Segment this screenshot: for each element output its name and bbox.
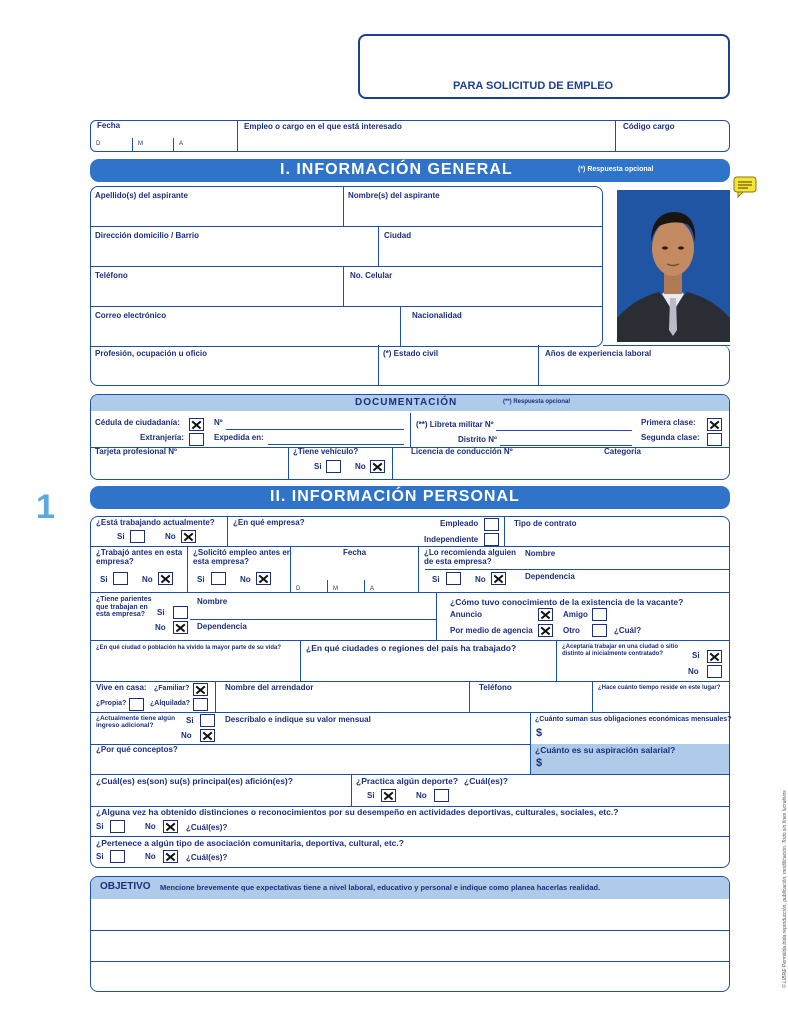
ciudades-trabajado-label: ¿En qué ciudades o regiones del país ha trabajado? bbox=[306, 643, 517, 653]
amigo-label: Amigo bbox=[563, 610, 588, 619]
recomienda-si-label: Si bbox=[432, 575, 440, 584]
vehiculo-label: ¿Tiene vehículo? bbox=[293, 447, 359, 456]
asociacion-no-label: No bbox=[145, 852, 156, 861]
asociacion-label: ¿Pertenece a algún tipo de asociación comunitaria, deportiva, cultural, etc.? bbox=[96, 838, 404, 848]
trabajando-si-label: Si bbox=[117, 532, 125, 541]
arrendador-label: Nombre del arrendador bbox=[225, 683, 314, 692]
parientes-si-label: Si bbox=[157, 608, 165, 617]
distinciones-no-label: No bbox=[145, 822, 156, 831]
asociacion-no-checkbox[interactable] bbox=[163, 850, 178, 863]
estado-civil-label: (*) Estado civil bbox=[383, 349, 439, 358]
trabajo-antes-si-checkbox[interactable] bbox=[113, 572, 128, 585]
independiente-label: Independiente bbox=[424, 535, 479, 544]
empleado-label: Empleado bbox=[440, 519, 479, 528]
empleado-checkbox[interactable] bbox=[484, 518, 499, 531]
propia-checkbox[interactable] bbox=[129, 698, 144, 711]
distinciones-si-label: Si bbox=[96, 822, 104, 831]
obligaciones-label: ¿Cuánto suman sus obligaciones económicas mensuales? bbox=[535, 716, 732, 723]
solicito-no-checkbox[interactable] bbox=[256, 572, 271, 585]
trabajando-no-checkbox[interactable] bbox=[181, 530, 196, 543]
vive-label: Vive en casa: bbox=[96, 683, 147, 692]
section1-note: (*) Respuesta opcional bbox=[578, 166, 654, 173]
aspiracion-dollar: $ bbox=[536, 757, 543, 769]
aspiracion-label: ¿Cuánto es su aspiración salarial? bbox=[535, 745, 676, 755]
asociacion-si-label: Si bbox=[96, 852, 104, 861]
segunda-clase-label: Segunda clase: bbox=[641, 433, 700, 442]
otro-cual-label: ¿Cuál? bbox=[614, 626, 642, 635]
asociacion-si-checkbox[interactable] bbox=[110, 850, 125, 863]
recomienda-no-label: No bbox=[475, 575, 486, 584]
familiar-checkbox[interactable] bbox=[193, 683, 208, 696]
codigo-label: Código cargo bbox=[623, 122, 675, 131]
distinciones-label: ¿Alguna vez ha obtenido distinciones o reconocimientos por su desempeño en actividades deportivas, culturales, sociales, etc.? bbox=[96, 807, 619, 817]
deporte-si-label: Si bbox=[367, 791, 375, 800]
solicito-si-label: Si bbox=[197, 575, 205, 584]
distinciones-cuales-label: ¿Cuál(es)? bbox=[186, 823, 228, 832]
applicant-photo bbox=[617, 190, 730, 342]
celular-label: No. Celular bbox=[350, 271, 393, 280]
section1-title: I. INFORMACIÓN GENERAL bbox=[280, 161, 513, 178]
alquilada-checkbox[interactable] bbox=[193, 698, 208, 711]
empresa-label: ¿En qué empresa? bbox=[233, 518, 305, 527]
extranjeria-label: Extranjería: bbox=[140, 433, 185, 442]
telefono-label: Teléfono bbox=[95, 271, 128, 280]
apellidos-label: Apellido(s) del aspirante bbox=[95, 191, 188, 200]
conceptos-label: ¿Por qué conceptos? bbox=[96, 745, 178, 754]
recomienda-no-checkbox[interactable] bbox=[491, 572, 506, 585]
anuncio-checkbox[interactable] bbox=[538, 608, 553, 621]
vehiculo-no-checkbox[interactable] bbox=[370, 460, 385, 473]
recomienda-nombre-label: Nombre bbox=[525, 549, 556, 558]
side-note: © LIBRE Permitida toda reproducción, publicación, modificación. Todo sin fines lucrativos bbox=[782, 790, 788, 988]
tipo-contrato-label: Tipo de contrato bbox=[514, 519, 577, 528]
alquilada-label: ¿Alquilada? bbox=[150, 700, 191, 707]
amigo-checkbox[interactable] bbox=[592, 608, 607, 621]
trabajando-si-checkbox[interactable] bbox=[130, 530, 145, 543]
distinciones-no-checkbox[interactable] bbox=[163, 820, 178, 833]
trabajo-antes-no-label: No bbox=[142, 575, 153, 584]
deporte-si-checkbox[interactable] bbox=[381, 789, 396, 802]
fecha-label: Fecha bbox=[97, 121, 121, 130]
vehiculo-si-label: Si bbox=[314, 462, 322, 471]
recomienda-dependencia-label: Dependencia bbox=[525, 572, 575, 581]
fecha-a: A bbox=[179, 141, 184, 147]
trabajando-label: ¿Está trabajando actualmente? bbox=[96, 518, 215, 527]
vehiculo-si-checkbox[interactable] bbox=[326, 460, 341, 473]
deporte-cuales-label: ¿Cuál(es)? bbox=[464, 776, 508, 786]
aceptaria-si-checkbox[interactable] bbox=[707, 650, 722, 663]
ingreso-si-checkbox[interactable] bbox=[200, 714, 215, 727]
segunda-clase-checkbox[interactable] bbox=[707, 433, 722, 446]
categoria-label: Categoría bbox=[604, 447, 641, 456]
telefono-arrendador-label: Teléfono bbox=[479, 683, 512, 692]
objetivo-text: Mencione brevemente que expectativas tiene a nivel laboral, educativo y personal e indique como planea hacerlas realidad. bbox=[160, 883, 601, 892]
trabajando-no-label: No bbox=[165, 532, 176, 541]
aceptaria-label: ¿Aceptaría trabajar en una ciudad o sitio distinto al inicialmente contratado? bbox=[562, 644, 679, 657]
parientes-si-checkbox[interactable] bbox=[173, 606, 188, 619]
primera-clase-checkbox[interactable] bbox=[707, 418, 722, 431]
parientes-nombre-label: Nombre bbox=[197, 597, 228, 606]
independiente-checkbox[interactable] bbox=[484, 533, 499, 546]
vehiculo-no-label: No bbox=[355, 462, 366, 471]
primera-clase-label: Primera clase: bbox=[641, 418, 696, 427]
form-title: PARA SOLICITUD DE EMPLEO bbox=[453, 80, 614, 92]
solicito-label: ¿Solicitó empleo antes en esta empresa? bbox=[193, 548, 292, 566]
aceptaria-no-checkbox[interactable] bbox=[707, 665, 722, 678]
fecha-d: D bbox=[96, 141, 101, 147]
cedula-checkbox[interactable] bbox=[189, 418, 204, 431]
empleo-label: Empleo o cargo en el que está interesado bbox=[244, 122, 402, 131]
familiar-label: ¿Familiar? bbox=[154, 685, 190, 692]
recomienda-label: ¿Lo recomienda alguien de esta empresa? bbox=[424, 548, 517, 566]
aficion-label: ¿Cuál(es) es(son) su(s) principal(es) afición(es)? bbox=[96, 776, 293, 786]
ingreso-si-label: Si bbox=[186, 716, 194, 725]
conocimiento-label: ¿Cómo tuvo conocimiento de la existencia de la vacante? bbox=[450, 597, 684, 607]
margin-number: 1 bbox=[36, 488, 55, 526]
aceptaria-si-label: Si bbox=[692, 651, 700, 660]
cedula-numero-label: Nº bbox=[214, 418, 223, 427]
deporte-label: ¿Practica algún deporte? bbox=[356, 776, 459, 786]
nombres-label: Nombre(s) del aspirante bbox=[348, 191, 440, 200]
solicito-no-label: No bbox=[240, 575, 251, 584]
parientes-label: ¿Tiene parientes que trabajan en esta empresa? bbox=[96, 596, 152, 619]
ciudad-label: Ciudad bbox=[384, 231, 412, 240]
agencia-label: Por medio de agencia bbox=[450, 626, 533, 635]
documentacion-title: DOCUMENTACIÓN bbox=[355, 397, 458, 408]
otro-checkbox[interactable] bbox=[592, 624, 607, 637]
profesion-label: Profesión, ocupación u oficio bbox=[95, 349, 208, 358]
agencia-checkbox[interactable] bbox=[538, 624, 553, 637]
deporte-no-label: No bbox=[416, 791, 427, 800]
parientes-no-checkbox[interactable] bbox=[173, 621, 188, 634]
distinciones-si-checkbox[interactable] bbox=[110, 820, 125, 833]
recomienda-si-checkbox[interactable] bbox=[446, 572, 461, 585]
distrito-label: Distrito Nº bbox=[458, 435, 497, 444]
trabajo-antes-label: ¿Trabajó antes en esta empresa? bbox=[96, 548, 183, 566]
solicito-fecha-m: M bbox=[333, 586, 338, 592]
solicito-si-checkbox[interactable] bbox=[211, 572, 226, 585]
ingreso-no-checkbox[interactable] bbox=[200, 729, 215, 742]
obligaciones-dollar: $ bbox=[536, 727, 543, 739]
expedida-label: Expedida en: bbox=[214, 433, 264, 442]
cedula-label: Cédula de ciudadanía: bbox=[95, 418, 180, 427]
cuanto-tiempo-label: ¿Hace cuánto tiempo reside en este lugar? bbox=[598, 685, 721, 691]
trabajo-antes-si-label: Si bbox=[100, 575, 108, 584]
tarjeta-label: Tarjeta profesional Nº bbox=[95, 447, 177, 456]
trabajo-antes-no-checkbox[interactable] bbox=[158, 572, 173, 585]
objetivo-title: OBJETIVO bbox=[100, 881, 151, 892]
nacionalidad-label: Nacionalidad bbox=[412, 311, 462, 320]
documentacion-note: (**) Respuesta opcional bbox=[503, 399, 571, 405]
solicito-fecha-label: Fecha bbox=[343, 548, 367, 557]
parientes-dependencia-label: Dependencia bbox=[197, 622, 247, 631]
propia-label: ¿Propia? bbox=[96, 700, 127, 707]
otro-label: Otro bbox=[563, 626, 580, 635]
solicito-fecha-d: D bbox=[296, 586, 301, 592]
fecha-m: M bbox=[138, 141, 143, 147]
extranjeria-checkbox[interactable] bbox=[189, 433, 204, 446]
licencia-label: Licencia de conducción Nº bbox=[411, 447, 513, 456]
solicito-fecha-a: A bbox=[370, 586, 375, 592]
libreta-label: (**) Libreta militar Nº bbox=[416, 420, 494, 429]
anuncio-label: Anuncio bbox=[450, 610, 482, 619]
describalo-label: Descríbalo e indique su valor mensual bbox=[225, 715, 371, 724]
ingreso-no-label: No bbox=[181, 731, 192, 740]
deporte-no-checkbox[interactable] bbox=[434, 789, 449, 802]
asociacion-cuales-label: ¿Cuál(es)? bbox=[186, 853, 228, 862]
parientes-no-label: No bbox=[155, 623, 166, 632]
direccion-label: Dirección domicilio / Barrio bbox=[95, 231, 200, 240]
correo-label: Correo electrónico bbox=[95, 311, 167, 320]
ingreso-label: ¿Actualmente tiene algún ingreso adicional? bbox=[96, 715, 176, 730]
aceptaria-no-label: No bbox=[688, 667, 699, 676]
experiencia-label: Años de experiencia laboral bbox=[545, 349, 652, 358]
comment-icon[interactable] bbox=[733, 176, 757, 196]
ciudad-vida-label: ¿En qué ciudad o población ha vivido la mayor parte de su vida? bbox=[96, 645, 282, 651]
section2-title: II. INFORMACIÓN PERSONAL bbox=[270, 488, 520, 505]
